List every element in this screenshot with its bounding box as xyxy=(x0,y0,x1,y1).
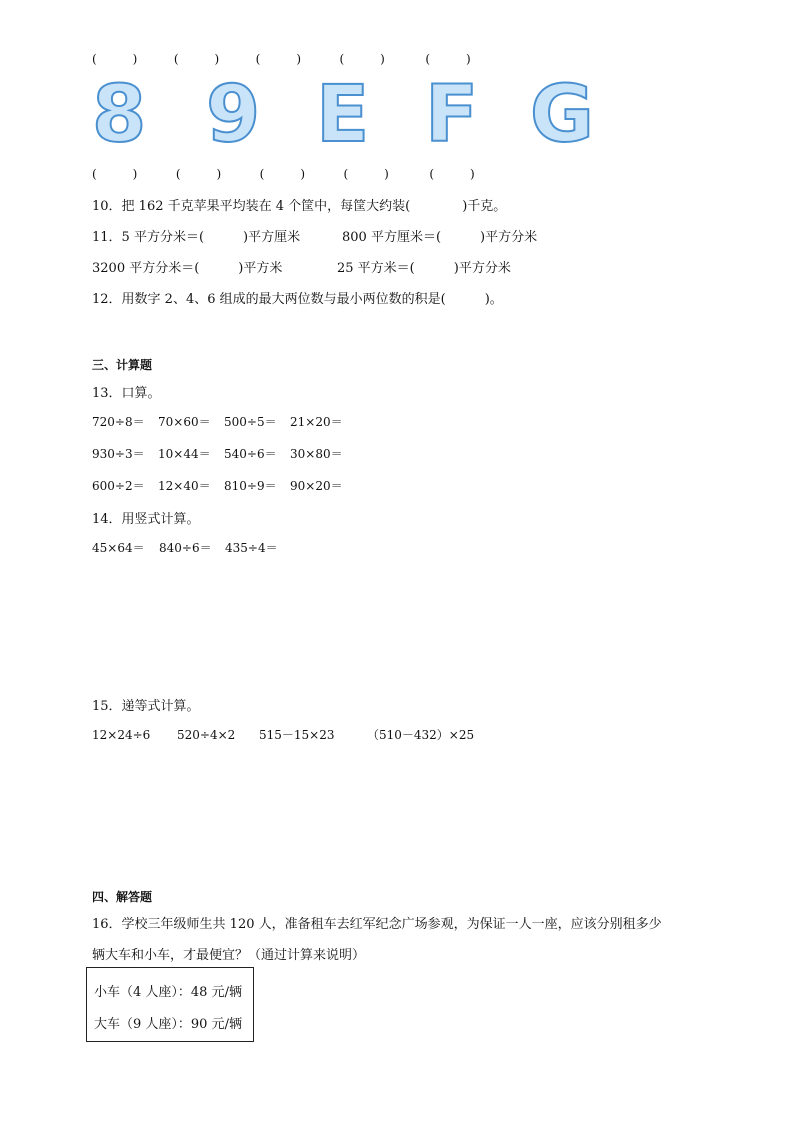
oral-calc-item: 600÷2＝ xyxy=(92,479,145,493)
vertical-calc-item: 435÷4＝ xyxy=(225,541,278,555)
oral-calc-item: 30×80＝ xyxy=(290,447,343,461)
vertical-calc-row xyxy=(92,539,278,556)
answer-blank: ( ) xyxy=(92,52,138,66)
answer-blank: ( ) xyxy=(255,52,302,66)
step-calc-item: 520÷4×2 xyxy=(177,728,236,742)
answer-blank: ( ) xyxy=(259,167,306,181)
step-calc-row xyxy=(92,726,474,743)
step-calc-item: 515－15×23 xyxy=(259,728,335,742)
section-heading-calculation: 三、计算题 xyxy=(92,358,153,372)
small-car-price: 小车（4 人座）：48 元/辆 xyxy=(94,985,242,1000)
oral-calc-row xyxy=(92,477,343,494)
oral-calc-item: 21×20＝ xyxy=(290,415,343,429)
question-13-title: 13．口算。 xyxy=(92,386,161,401)
question-15-title: 15．递等式计算。 xyxy=(92,699,200,714)
answer-blank: ( ) xyxy=(429,167,475,181)
question-11-b: 800 平方厘米＝( )平方分米 xyxy=(342,230,538,245)
big-glyph-e: E xyxy=(316,70,370,160)
oral-calc-item: 930÷3＝ xyxy=(92,447,145,461)
big-glyph-f: F xyxy=(425,70,479,160)
oral-calc-item: 70×60＝ xyxy=(158,415,211,429)
section-heading-word-problems: 四、解答题 xyxy=(92,890,153,904)
oral-calc-item: 12×40＝ xyxy=(158,479,211,493)
big-glyph-8: 8 xyxy=(92,70,147,160)
oral-calc-row xyxy=(92,445,343,462)
oral-calc-item: 810÷9＝ xyxy=(224,479,277,493)
oral-calc-item: 90×20＝ xyxy=(290,479,343,493)
question-16-line-1: 16．学校三年级师生共 120 人，准备租车去红军纪念广场参观，为保证一人一座，应该分别租多少 xyxy=(92,917,662,932)
large-car-price: 大车（9 人座）：90 元/辆 xyxy=(94,1017,242,1032)
question-11-a: 11．5 平方分米＝( )平方厘米 xyxy=(92,230,301,245)
answer-blank: ( ) xyxy=(339,52,385,66)
step-calc-item: （510－432）×25 xyxy=(367,728,475,742)
vertical-calc-item: 45×64＝ xyxy=(92,541,145,555)
oral-calc-item: 10×44＝ xyxy=(158,447,211,461)
paren-row-bottom xyxy=(92,165,509,182)
answer-blank: ( ) xyxy=(425,52,471,66)
question-16-line-2: 辆大车和小车，才最便宜？（通过计算来说明） xyxy=(92,948,366,963)
big-glyph-9: 9 xyxy=(206,70,261,160)
step-calc-item: 12×24÷6 xyxy=(92,728,151,742)
oral-calc-item: 540÷6＝ xyxy=(224,447,277,461)
question-12: 12．用数字 2、4、6 组成的最大两位数与最小两位数的积是( )。 xyxy=(92,292,503,307)
paren-row-top xyxy=(92,50,505,67)
question-14-title: 14．用竖式计算。 xyxy=(92,512,200,527)
answer-blank: ( ) xyxy=(92,167,138,181)
big-glyph-g: G xyxy=(530,70,595,160)
oral-calc-item: 720÷8＝ xyxy=(92,415,145,429)
answer-blank: ( ) xyxy=(173,52,220,66)
price-info-box xyxy=(86,967,254,1042)
question-11-c: 3200 平方分米＝( )平方米 xyxy=(92,261,283,276)
vertical-calc-item: 840÷6＝ xyxy=(159,541,212,555)
question-11-d: 25 平方米＝( )平方分米 xyxy=(337,261,511,276)
oral-calc-row xyxy=(92,413,343,430)
answer-blank: ( ) xyxy=(175,167,222,181)
oral-calc-item: 500÷5＝ xyxy=(224,415,277,429)
question-10: 10．把 162 千克苹果平均装在 4 个筐中，每筐大约装( )千克。 xyxy=(92,199,507,214)
answer-blank: ( ) xyxy=(343,167,389,181)
